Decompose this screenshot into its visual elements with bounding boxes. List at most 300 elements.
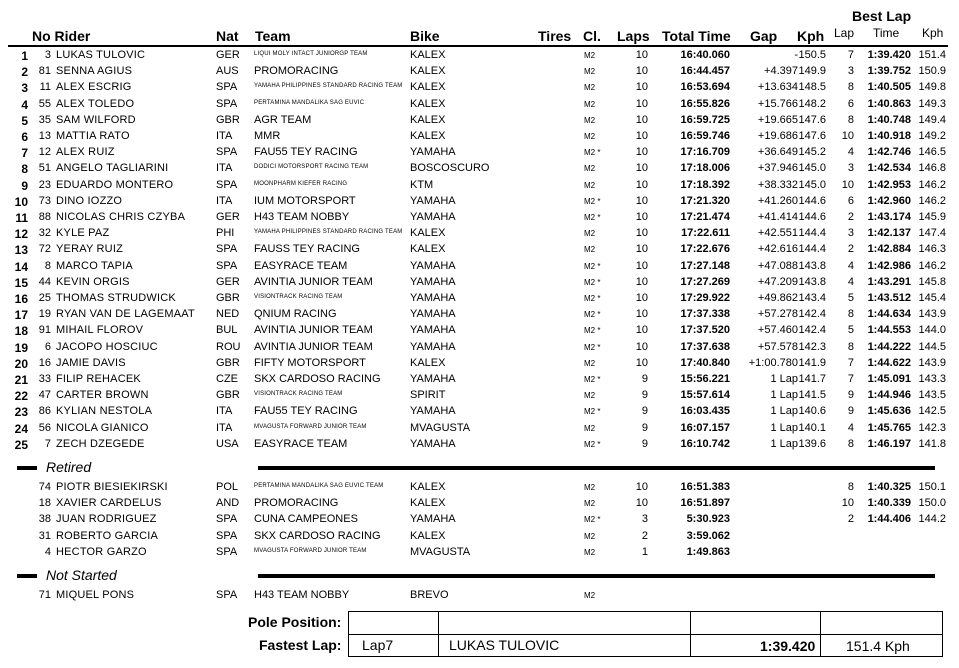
best-lap-number: 8 [847,113,854,126]
team-name: QNIUM RACING [254,308,337,321]
fastest-lap-number: Lap7 [362,637,394,653]
speed: 140.1 [798,421,826,434]
best-lap-time: 1:42.986 [867,259,911,272]
bike: KALEX [410,356,446,369]
speed: 150.5 [798,49,826,61]
best-lap-speed: 141.8 [918,437,946,450]
laps: 10 [635,340,648,353]
class: M2 [584,51,596,60]
position: 19 [14,340,28,355]
best-lap-time: 1:39.420 [867,49,911,61]
total-time: 17:18.006 [680,162,730,175]
best-lap-number: 2 [847,513,854,526]
class: M2 [584,591,596,600]
rider-name: EDUARDO MONTERO [56,178,174,191]
best-lap-number: 8 [847,340,854,353]
laps: 10 [635,211,648,223]
total-time: 16:10.742 [680,437,730,450]
best-lap-speed: 145.4 [918,292,946,304]
bike: KALEX [410,227,446,240]
rider-name: SAM WILFORD [56,113,136,126]
speed: 142.4 [798,324,826,337]
best-lap-number: 2 [847,211,854,223]
total-time: 17:21.320 [680,194,730,207]
best-lap-time: 1:44.622 [867,356,911,369]
best-lap-number: 9 [847,389,854,402]
best-lap-number: 3 [847,227,854,240]
gap: +15.766 [757,97,798,110]
class: M2 [584,229,596,239]
rider-number: 19 [38,308,51,321]
best-lap-number: 8 [847,308,854,321]
best-lap-speed: 144.0 [918,324,946,337]
rider-number: 18 [38,497,51,510]
pole-divider-1 [438,611,439,635]
total-time: 16:03.435 [680,405,730,418]
position: 2 [21,65,28,80]
best-lap-speed: 144.5 [918,340,946,353]
nationality: ROU [216,340,241,353]
rider-number: 44 [38,275,51,288]
best-lap-time: 1:40.339 [867,497,911,510]
best-lap-speed: 149.2 [918,130,946,142]
fastest-lap-time: 1:39.420 [760,638,816,654]
bike: YAMAHA [410,146,456,159]
best-lap-speed: 146.8 [918,162,946,175]
rider-number: 73 [38,194,51,207]
class: M2 * [584,407,601,417]
best-lap-time: 1:42.534 [867,162,911,175]
nationality: GER [216,211,240,223]
bike: KALEX [410,113,446,126]
nationality: GER [216,275,240,288]
nationality: GBR [216,113,240,126]
gap: +57.278 [757,308,798,321]
best-lap-time: 1:44.634 [867,308,911,321]
total-time: 17:27.148 [680,259,730,272]
fastest-divider-1 [438,634,439,657]
best-lap-speed: 143.9 [918,356,946,369]
team-name: EASYRACE TEAM [254,259,348,272]
laps: 10 [635,243,648,256]
rider-number: 55 [38,97,51,110]
nationality: SPA [216,529,238,542]
best-lap-speed: 151.4 [918,49,946,61]
best-lap-time: 1:44.406 [867,513,911,526]
speed: 142.3 [798,340,826,353]
team-name: MVAGUSTA FORWARD JUNIOR TEAM [254,547,367,554]
nationality: SPA [216,178,238,191]
not-started-bar [258,574,935,578]
rider-number: 4 [44,545,51,558]
rider-number: 74 [38,481,51,493]
class: M2 * [584,213,601,222]
laps-header: Laps [617,28,650,44]
bike: YAMAHA [410,308,456,321]
rider-name: PIOTR BIESIEKIRSKI [56,481,168,493]
total-time: 3:59.062 [686,529,730,542]
gap: - [794,49,798,61]
best-lap-number: 3 [847,65,854,78]
retired-bar [258,466,935,470]
nationality: SPA [216,81,238,94]
rider-name: MARCO TAPIA [56,259,133,272]
gap: +1:00.780 [748,356,798,369]
best-lap-speed: 147.4 [918,227,946,240]
team-name: FAU55 TEY RACING [254,146,358,159]
speed: 147.6 [798,113,826,126]
class: M2 [584,99,596,109]
class: M2 [584,531,596,541]
bike: KALEX [410,81,446,94]
class: M2 [584,180,596,190]
laps: 10 [635,178,648,191]
rider-number: 12 [38,146,51,159]
team-header: Team [255,28,291,44]
rider-name: XAVIER CARDELUS [56,497,162,510]
speed: 149.9 [798,65,826,78]
best-lap-number: 10 [841,178,854,191]
best-lap-speed: 146.2 [918,259,946,272]
team-name: AVINTIA JUNIOR TEAM [254,324,373,337]
class-header: Cl. [583,28,601,44]
rider-number: 51 [38,162,51,175]
rider-number: 47 [38,389,51,402]
gap: +19.686 [757,130,798,142]
total-time: 15:57.614 [680,389,730,402]
class: M2 [584,391,596,401]
position: 15 [14,275,28,290]
total-time: 16:51.383 [680,481,730,493]
bike: KALEX [410,65,446,78]
best-lap-speed: 142.5 [918,405,946,418]
gap: 1 Lap [770,421,798,434]
total-time: 17:22.611 [681,227,730,240]
team-name: IUM MOTORSPORT [254,194,356,207]
total-time: 17:40.840 [680,356,730,369]
pole-divider-2 [690,611,691,635]
best-lap-header: Best Lap [852,8,912,24]
team-name: SKX CARDOSO RACING [254,529,381,542]
team-name: MMR [254,130,281,142]
best-lap-number: 10 [841,497,854,510]
bike: YAMAHA [410,437,456,450]
position: 4 [21,97,28,112]
rider-number: 33 [38,373,51,385]
nationality: NED [216,308,240,321]
best-lap-time: 1:44.553 [867,324,911,337]
class: M2 [584,245,596,255]
position: 22 [14,389,28,404]
bike-header: Bike [410,28,440,44]
best-lap-time: 1:40.325 [867,481,911,493]
best-lap-number: 7 [847,49,854,61]
position: 10 [14,194,28,209]
speed: 144.6 [798,211,826,223]
best-lap-speed: 145.8 [918,275,946,288]
best-lap-number: 7 [847,356,854,369]
position: 9 [21,178,28,193]
class: M2 [584,547,596,557]
rider-name: ANGELO TAGLIARINI [56,162,169,175]
rider-number: 13 [38,130,51,142]
best-lap-time: 1:40.863 [867,97,911,110]
total-time: 16:59.746 [680,130,730,142]
best-lap-speed: 143.3 [918,373,946,385]
nationality: GBR [216,292,240,304]
best-lap-speed: 142.3 [918,421,946,434]
nationality: AND [216,497,240,510]
nationality: ITA [216,162,233,175]
rider-name: JAMIE DAVIS [56,356,126,369]
best-lap-speed: 146.5 [918,146,946,159]
pole-divider-3 [820,611,821,635]
speed: 144.4 [798,243,826,256]
laps: 10 [635,146,648,159]
laps: 10 [635,308,648,321]
laps: 10 [635,227,648,240]
class: M2 [584,83,596,93]
position: 3 [21,81,28,96]
rider-number: 71 [38,589,51,601]
nationality: POL [216,481,239,493]
bike: YAMAHA [410,211,456,223]
best-lap-time: 1:45.091 [867,373,911,385]
bike: KALEX [410,49,446,61]
team-name: AVINTIA JUNIOR TEAM [254,340,373,353]
total-time: 16:55.826 [680,97,730,110]
rider-name: SENNA AGIUS [56,65,133,78]
best-lap-time: 1:44.946 [867,389,911,402]
gap: 1 Lap [770,389,798,402]
bike: YAMAHA [410,340,456,353]
no-rider-header: No Rider [32,28,91,44]
rider-name: KYLE PAZ [56,227,110,240]
speed: 148.2 [798,97,826,110]
nationality: SPA [216,146,238,159]
laps: 1 [641,545,648,558]
rider-number: 3 [44,49,51,61]
laps: 10 [635,259,648,272]
position: 25 [14,437,28,452]
fastest-lap-rider: LUKAS TULOVIC [449,637,560,653]
laps: 10 [635,113,648,126]
total-time: 17:37.520 [680,324,730,337]
best-lap-speed: 143.9 [918,308,946,321]
total-time: 16:51.897 [680,497,730,510]
nationality: SPA [216,97,238,110]
bike: YAMAHA [410,292,456,304]
gap: 1 Lap [770,437,798,450]
best-lap-time: 1:42.746 [867,146,911,159]
rider-number: 32 [38,227,51,240]
rider-name: NICOLA GIANICO [56,421,149,434]
team-name: SKX CARDOSO RACING [254,373,381,385]
nationality: BUL [216,324,238,337]
fastest-lap-speed: 151.4 Kph [846,638,910,654]
speed: 142.4 [798,308,826,321]
rider-number: 91 [38,324,51,337]
gap: +47.088 [757,259,798,272]
position: 6 [21,130,28,144]
nationality: SPA [216,545,238,558]
gap-header: Gap [750,28,778,44]
position: 17 [14,308,28,323]
bike: KALEX [410,481,446,493]
tires-header: Tires [538,28,572,44]
bike: YAMAHA [410,324,456,337]
total-time: 16:53.694 [680,81,730,94]
nationality: SPA [216,259,238,272]
best-lap-number: 6 [847,97,854,110]
pole-position-label: Pole Position: [248,614,342,630]
best-lap-number: 6 [847,194,854,207]
best-lap-time: 1:42.953 [867,178,911,191]
total-time: 17:37.338 [680,308,730,321]
gap: +57.578 [757,340,798,353]
rider-number: 8 [44,259,51,272]
team-name: MOONPHARM KIEFER RACING [254,180,348,187]
best-lap-number: 9 [847,405,854,418]
speed: 145.0 [798,162,826,175]
laps: 10 [635,324,648,337]
gap: +41.414 [757,211,798,223]
rider-number: 81 [38,65,51,78]
class: M2 * [584,310,601,320]
best-lap-speed: 145.9 [918,211,946,223]
team-name: YAMAHA PHILIPPINES STANDARD RACING TEAM [254,83,403,90]
best-lap-number: 5 [847,292,854,304]
best-lap-time: 1:43.174 [867,211,911,223]
nationality: PHI [216,227,235,240]
team-name: DODICI MOTORSPORT RACING TEAM [254,164,369,171]
best-lap-time: 1:40.748 [867,113,911,126]
position: 16 [14,292,28,306]
class: M2 [584,115,596,125]
total-time: 17:18.392 [680,178,730,191]
rider-number: 6 [44,340,51,353]
laps: 10 [635,356,648,369]
bike: MVAGUSTA [410,421,471,434]
best-lap-number: 2 [847,243,854,256]
fastest-lap-label: Fastest Lap: [259,637,342,653]
best-lap-time: 1:40.505 [867,81,911,94]
best-lap-time: 1:40.918 [867,130,911,142]
team-name: FIFTY MOTORSPORT [254,356,366,369]
position: 18 [14,324,28,339]
rider-name: ZECH DZEGEDE [56,437,145,450]
total-time: 16:07.157 [680,421,730,434]
class: M2 * [584,439,601,449]
team-name: VISIONTRACK RACING TEAM [254,391,343,398]
best-lap-time: 1:45.765 [867,421,911,434]
bike: YAMAHA [410,275,456,288]
team-name: EASYRACE TEAM [254,437,348,450]
gap: +41.260 [757,194,798,207]
team-name: PROMORACING [254,65,339,78]
class: M2 * [584,375,601,384]
gap: +47.209 [757,275,798,288]
team-name: FAUSS TEY RACING [254,243,360,256]
laps: 10 [635,292,648,304]
class: M2 * [584,277,601,287]
speed: 148.5 [798,81,826,94]
team-name: CUNA CAMPEONES [254,513,358,526]
nationality: ITA [216,194,233,207]
bike: YAMAHA [410,373,456,385]
nationality: GBR [216,356,240,369]
best-lap-speed: 146.2 [918,178,946,191]
total-time: 5:30.923 [686,513,730,526]
total-time: 16:59.725 [680,113,730,126]
class: M2 [584,358,596,368]
not-started-marker [17,574,37,578]
total-time: 17:16.709 [680,146,730,159]
bike: YAMAHA [410,194,456,207]
best-lap-number: 3 [847,162,854,175]
team-name: PERTAMINA MANDALIKA SAG EUVIC [254,99,365,106]
bike: BOSCOSCURO [410,162,490,175]
speed: 139.6 [798,437,826,450]
total-time-header: Total Time [662,28,731,44]
rider-number: 23 [38,178,51,191]
bike: KALEX [410,97,446,110]
best-lap-time: 1:42.884 [867,243,911,256]
rider-name: FILIP REHACEK [56,373,141,385]
speed: 147.6 [798,130,826,142]
bike: BREVO [410,589,449,601]
rider-name: THOMAS STRUDWICK [56,292,176,304]
class: M2 * [584,326,601,336]
best-lap-number: 5 [847,324,854,337]
rider-name: CARTER BROWN [56,389,149,402]
laps: 10 [635,162,648,175]
laps: 9 [641,405,648,418]
bike: MVAGUSTA [410,545,471,558]
best-lap-lap-header: Lap [834,26,855,40]
rider-number: 31 [38,529,51,542]
total-time: 1:49.863 [686,545,730,558]
speed: 144.6 [798,194,826,207]
rider-number: 35 [38,113,51,126]
class: M2 * [584,294,601,303]
best-lap-speed: 150.1 [918,481,946,493]
speed: 140.6 [798,405,826,418]
bike: KALEX [410,130,446,142]
gap: +57.460 [757,324,798,337]
rider-number: 7 [44,437,51,450]
gap: +42.551 [757,227,798,240]
position: 21 [14,373,28,387]
fastest-divider-2 [690,634,691,657]
best-lap-speed: 146.3 [918,243,946,256]
position: 11 [15,211,28,225]
gap: +38.332 [757,178,798,191]
speed: 141.9 [798,356,826,369]
rider-name: KYLIAN NESTOLA [56,405,153,418]
fastest-divider-3 [820,634,821,657]
rider-name: MIHAIL FLOROV [56,324,144,337]
best-lap-kph-header: Kph [922,26,944,40]
bike: YAMAHA [410,405,456,418]
laps: 9 [641,437,648,450]
total-time: 16:44.457 [680,65,730,78]
best-lap-number: 4 [847,275,854,288]
total-time: 17:27.269 [680,275,730,288]
class: M2 [584,483,596,492]
laps: 10 [635,97,648,110]
best-lap-number: 4 [847,146,854,159]
